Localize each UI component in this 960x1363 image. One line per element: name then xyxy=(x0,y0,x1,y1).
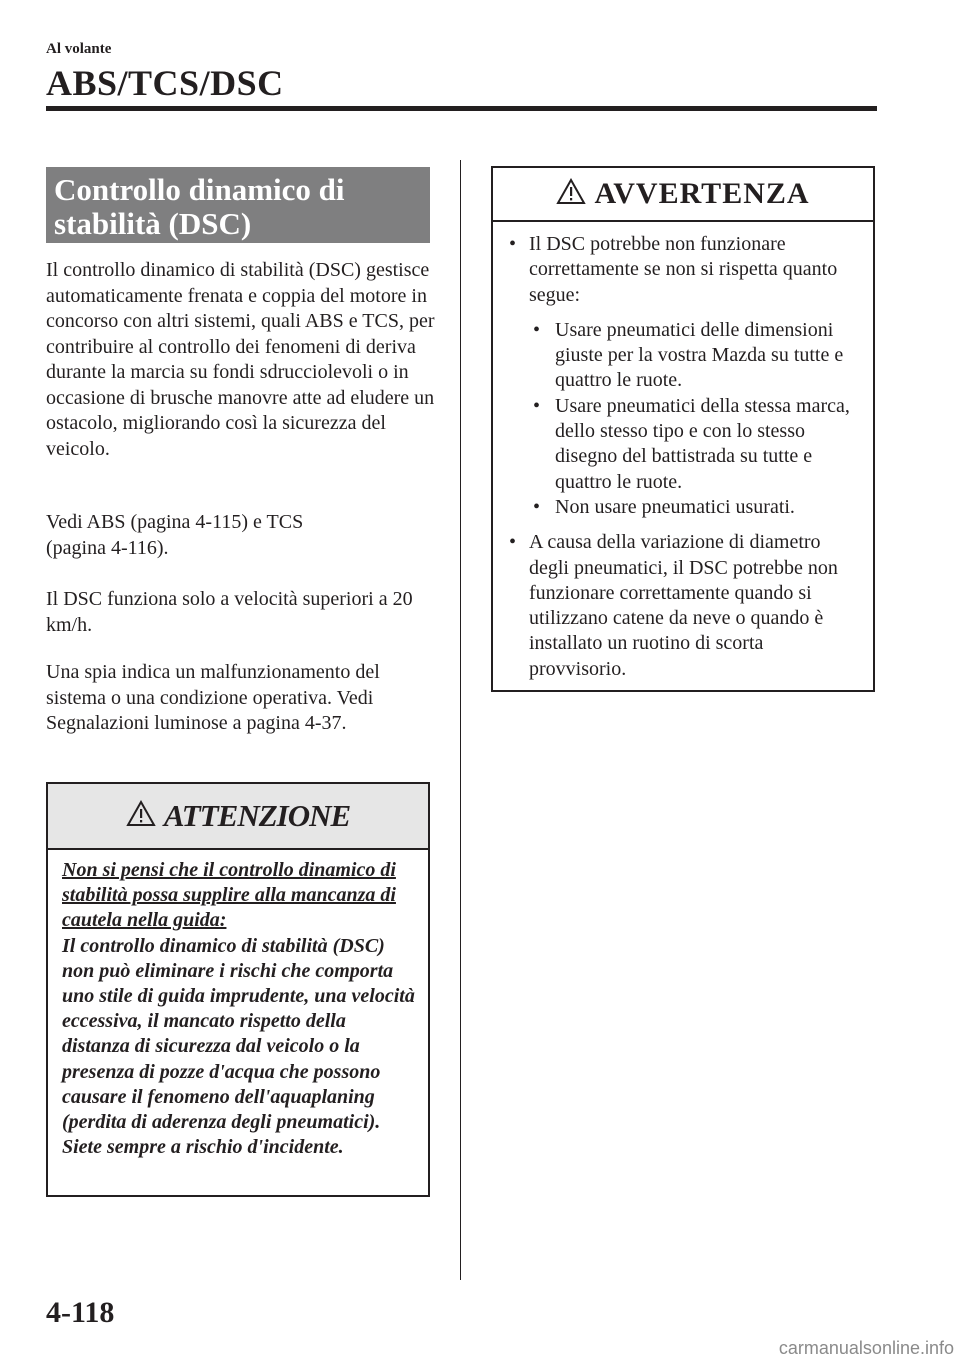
caution-underlined-text: Non si pensi che il controllo dinamico di stabilità possa supplire alla mancanza di cautela nella guida: xyxy=(62,859,396,932)
warning-item-text: Il DSC potrebbe non funzionare correttamente se non si rispetta quanto segue: xyxy=(529,233,838,306)
page-heading: ABS/TCS/DSC xyxy=(46,63,284,103)
caution-body xyxy=(48,850,428,1160)
warning-header xyxy=(493,168,873,222)
warning-subitem: • Usare pneumatici della stessa marca, dello stesso tipo e con lo stesso disegno del battistrada su tutte e quattro le ruote. xyxy=(529,394,863,495)
speed-paragraph: Il DSC funziona solo a velocità superiori a 20 km/h. xyxy=(46,588,413,636)
caution-header xyxy=(48,784,428,850)
warning-body xyxy=(493,222,873,682)
page-number: 4-118 xyxy=(46,1296,115,1329)
section-title-line2: stabilità (DSC) xyxy=(54,206,252,241)
caution-box xyxy=(46,782,430,1197)
indicator-paragraph: Una spia indica un malfunzionamento del sistema o una condizione operativa. Vedi Segnalazioni luminose a pagina 4-37. xyxy=(46,661,380,734)
reference-paragraph: Vedi ABS (pagina 4-115) e TCS (pagina 4-116). xyxy=(46,511,304,559)
warning-subitem: • Non usare pneumatici usurati. xyxy=(529,495,863,520)
warning-item xyxy=(507,232,863,520)
section-title-line1: Controllo dinamico di xyxy=(54,172,345,207)
watermark: carmanualsonline.info xyxy=(778,1338,954,1358)
warning-box xyxy=(491,166,875,692)
column-divider xyxy=(460,160,461,1280)
section-label: Al volante xyxy=(46,41,112,57)
warning-sublist xyxy=(529,318,863,520)
warning-list xyxy=(507,232,863,682)
caution-title: ATTENZIONE xyxy=(163,798,351,833)
warning-triangle-icon xyxy=(126,800,156,832)
section-title-block xyxy=(46,167,430,243)
intro-paragraph: Il controllo dinamico di stabilità (DSC) gestisce automaticamente frenata e coppia del motore in concorso con altri sistemi, quali ABS e TCS, per contribuire al controllo dei fenomeni di deriva durante la marcia su fondi sdrucciolevoli o in occasione di brusche manovre atte ad eludere un ostacolo, migliorando così la sicurezza del veicolo. xyxy=(46,259,435,460)
header-rule xyxy=(46,106,877,111)
warning-triangle-icon xyxy=(556,178,586,210)
caution-text: Il controllo dinamico di stabilità (DSC) non può eliminare i rischi che comporta uno stile di guida imprudente, una velocità eccessiva, il mancato rispetto della distanza di sicurezza dal veicolo o la presenza di pozze d'acqua che possono causare il fenomeno dell'aquaplaning (perdita di aderenza degli pneumatici). Siete sempre a rischio d'incidente. xyxy=(62,934,415,1159)
warning-item-text: A causa della variazione di diametro degli pneumatici, il DSC potrebbe non funzionare correttamente quando si utilizzano catene da neve o quando è installato un ruotino di scorta provvisorio. xyxy=(529,531,838,680)
warning-item xyxy=(507,530,863,682)
warning-title: AVVERTENZA xyxy=(594,177,810,210)
warning-subitem: • Usare pneumatici delle dimensioni giuste per la vostra Mazda su tutte e quattro le ruote. xyxy=(529,318,863,394)
